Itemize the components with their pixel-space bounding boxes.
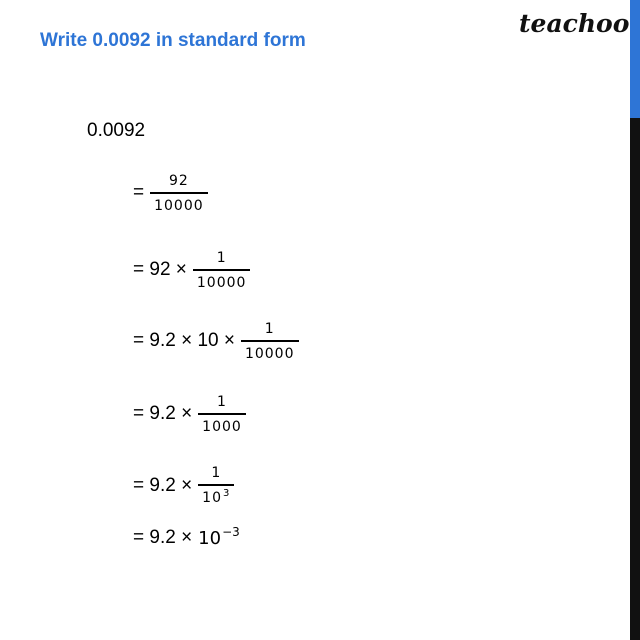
power-base: 10 bbox=[198, 527, 222, 549]
step-lhs: = bbox=[133, 182, 145, 204]
solution-step-2 bbox=[133, 249, 250, 292]
solution-step-6 bbox=[133, 524, 240, 549]
fraction-numerator: 92 bbox=[168, 173, 189, 189]
fraction bbox=[198, 464, 234, 509]
fraction bbox=[193, 249, 251, 292]
fraction-numerator: 1 bbox=[216, 250, 227, 266]
brand-logo: teachoo bbox=[519, 9, 630, 38]
fraction-numerator: 1 bbox=[264, 321, 275, 337]
fraction-denominator: 10000 bbox=[196, 274, 247, 291]
fraction-numerator: 1 bbox=[217, 394, 227, 410]
fraction-denominator: 10000 bbox=[244, 345, 295, 362]
side-bar-accent bbox=[630, 0, 640, 118]
start-value: 0.0092 bbox=[87, 120, 146, 141]
fraction bbox=[198, 393, 246, 436]
fraction-numerator: 1 bbox=[211, 465, 222, 481]
step-lhs: = 9.2 × bbox=[133, 475, 193, 497]
power-exponent: −3 bbox=[222, 524, 240, 539]
solution-step-1 bbox=[133, 172, 208, 215]
step-lhs: = 9.2 × bbox=[133, 527, 193, 548]
step-lhs: = 9.2 × bbox=[133, 403, 193, 425]
step-lhs: = 92 × bbox=[133, 259, 187, 281]
fraction-denominator: 1000 bbox=[202, 418, 242, 435]
fraction bbox=[150, 172, 208, 215]
fraction bbox=[241, 320, 299, 363]
solution-step-3 bbox=[133, 320, 299, 363]
fraction-denominator bbox=[198, 486, 234, 509]
step-lhs: = 9.2 × 10 × bbox=[133, 330, 235, 352]
solution-step-4 bbox=[133, 393, 246, 436]
fraction-denominator: 10000 bbox=[154, 197, 204, 214]
solution-step-5 bbox=[133, 464, 234, 509]
page-title: Write 0.0092 in standard form bbox=[40, 30, 306, 51]
power-exponent: 3 bbox=[223, 487, 231, 499]
power bbox=[198, 524, 240, 549]
power-base: 10 bbox=[202, 489, 222, 506]
